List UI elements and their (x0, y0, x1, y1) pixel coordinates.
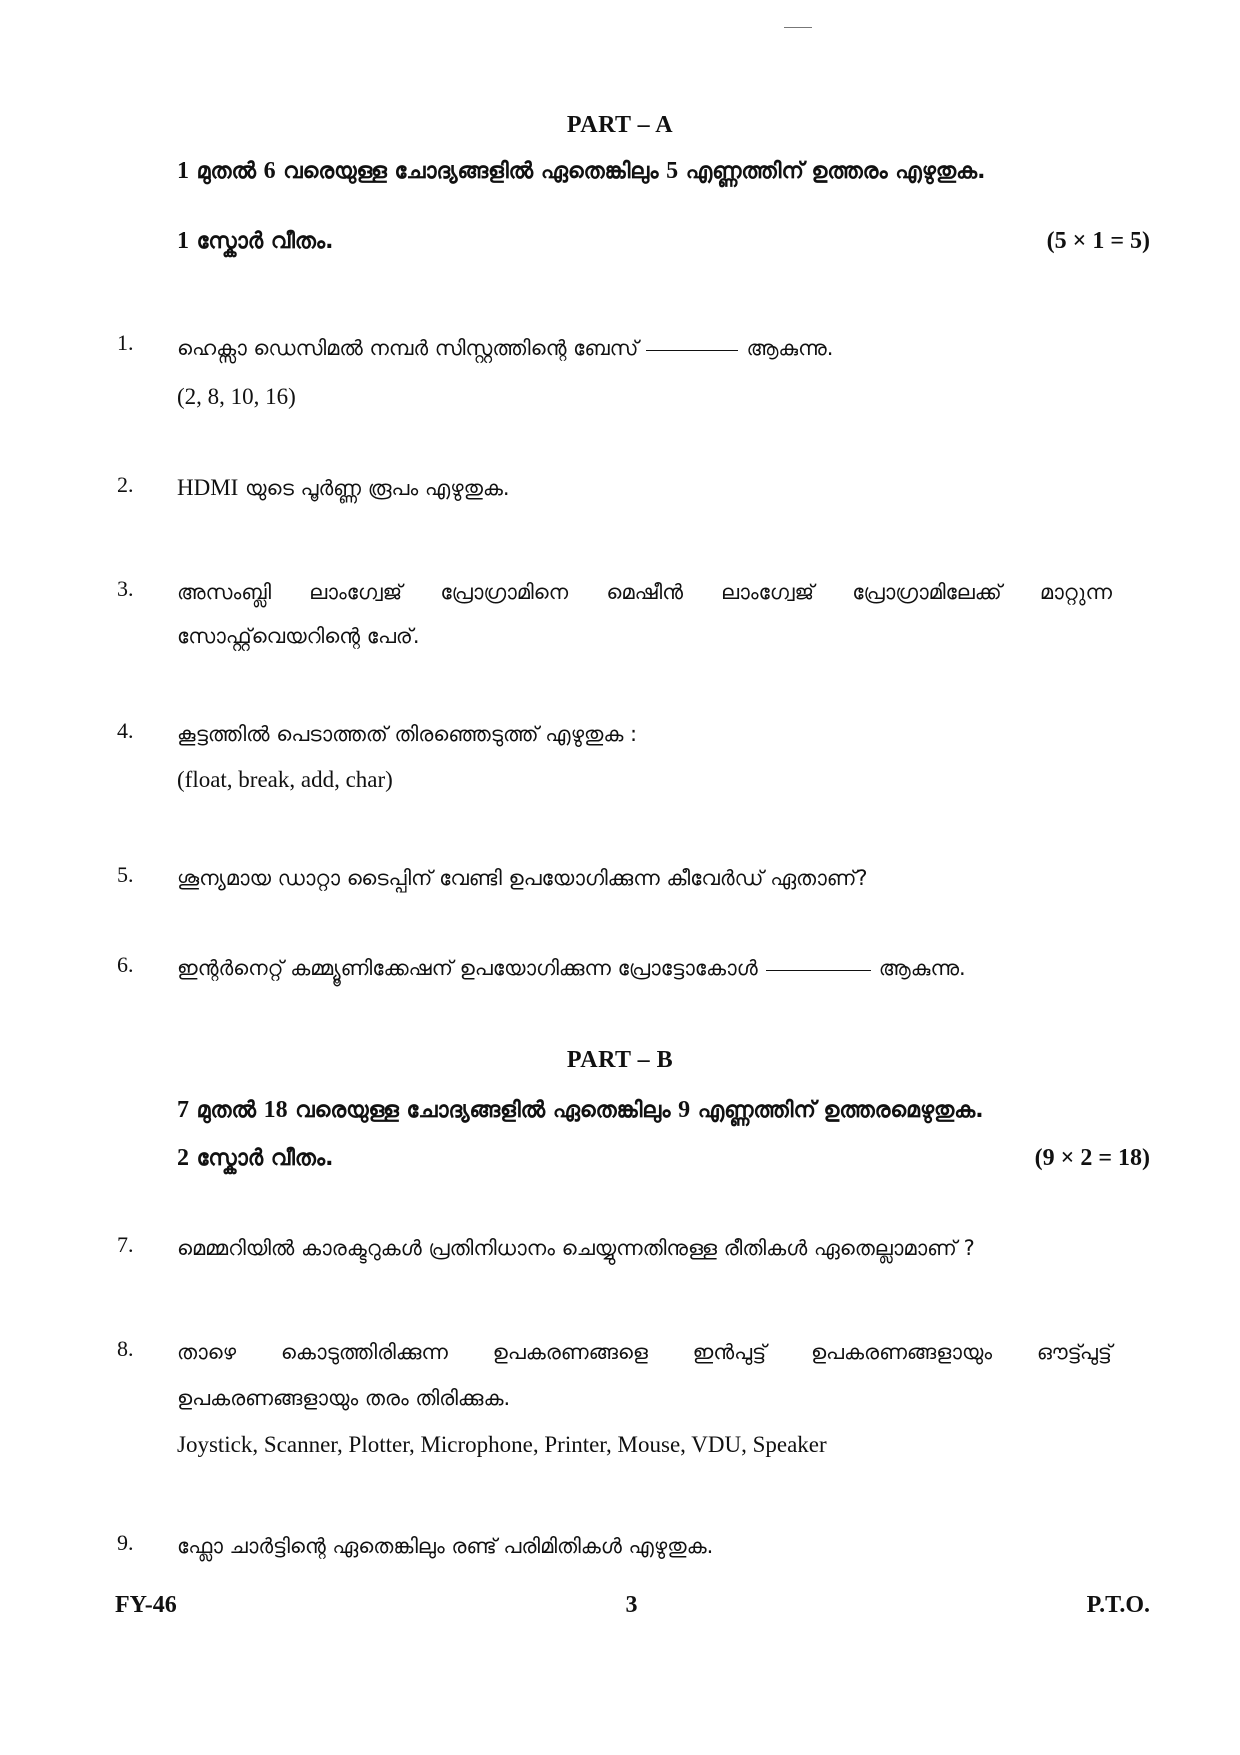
page-number: 3 (625, 1592, 638, 1618)
question-4-text: കൂട്ടത്തിൽ പെടാത്തത് തിരഞ്ഞെടുത്ത് എഴുതുക : (177, 722, 638, 746)
part-a-title: PART – A (566, 112, 674, 138)
part-b-score: 2 സ്കോർ വീതം. (177, 1145, 334, 1171)
question-4-options: (float, break, add, char) (177, 767, 393, 792)
question-3-line-2: സോഫ്റ്റ്‌വെയറിന്റെ പേര്. (177, 624, 420, 648)
question-6-text: ഇന്റർനെറ്റ് കമ്മ്യൂണിക്കേഷന് ഉപയോഗിക്കുന്ന പ്രോട്ടോകോൾ ആകുന്നു. (177, 956, 966, 980)
question-1-text: ഹെക്സാ ഡെസിമൽ നമ്പർ സിസ്റ്റത്തിന്റെ ബേസ് ആകുന്നു. (177, 336, 834, 360)
question-number: 6. (117, 952, 134, 977)
question-8-items: Joystick, Scanner, Plotter, Microphone, Printer, Mouse, VDU, Speaker (177, 1432, 827, 1457)
part-b-instruction: 7 മുതൽ 18 വരെയുള്ള ചോദ്യങ്ങളിൽ ഏതെങ്കിലും 9 എണ്ണത്തിന് ഉത്തരമെഴുതുക. (177, 1097, 984, 1123)
pto-label: P.T.O. (1086, 1592, 1150, 1618)
question-8-line-1: താഴെ കൊടുത്തിരിക്കുന്ന ഉപകരണങ്ങളെ ഇൻപുട്ട് ഉപകരണങ്ങളായും ഔട്ട്പുട്ട് (177, 1340, 1112, 1364)
question-number: 3. (117, 576, 134, 601)
part-b-title: PART – B (566, 1047, 674, 1073)
question-number: 2. (117, 472, 134, 497)
question-2-text: HDMI യുടെ പൂർണ്ണ രൂപം എഴുതുക. (177, 475, 510, 500)
answer-blank (766, 970, 871, 971)
question-number: 8. (117, 1336, 134, 1361)
part-a-instruction: 1 മുതൽ 6 വരെയുള്ള ചോദ്യങ്ങളിൽ ഏതെങ്കിലും 5 എണ്ണത്തിന് ഉത്തരം എഴുതുക. (177, 158, 986, 184)
part-b-marks: (9 × 2 = 18) (1034, 1145, 1150, 1171)
question-5-text: ശൂന്യമായ ഡാറ്റാ ടൈപ്പിന് വേണ്ടി ഉപയോഗിക്കുന്ന കീവേർഡ് ഏതാണ്? (177, 866, 868, 890)
top-rule (784, 27, 812, 28)
question-1-options: (2, 8, 10, 16) (177, 384, 296, 409)
part-a-marks: (5 × 1 = 5) (1046, 228, 1150, 254)
question-number: 7. (117, 1232, 134, 1257)
question-7-text: മെമ്മറിയിൽ കാരക്ടറുകൾ പ്രതിനിധാനം ചെയ്യുന്നതിനുള്ള രീതികൾ ഏതെല്ലാമാണ് ? (177, 1236, 975, 1260)
question-9-text: ഫ്ലോ ചാർട്ടിന്റെ ഏതെങ്കിലും രണ്ട് പരിമിതികൾ എഴുതുക. (177, 1534, 714, 1558)
question-number: 9. (117, 1530, 134, 1555)
question-8-line-2: ഉപകരണങ്ങളായും തരം തിരിക്കുക. (177, 1386, 511, 1410)
paper-code: FY-46 (115, 1592, 177, 1618)
question-number: 4. (117, 718, 134, 743)
answer-blank (646, 350, 738, 351)
part-a-score: 1 സ്കോർ വീതം. (177, 228, 334, 254)
question-number: 5. (117, 862, 134, 887)
question-3-line-1: അസംബ്ലി ലാംഗ്വേജ് പ്രോഗ്രാമിനെ മെഷീൻ ലാംഗ്വേജ് പ്രോഗ്രാമിലേക്ക് മാറ്റുന്ന (177, 580, 1112, 604)
question-number: 1. (117, 330, 134, 355)
